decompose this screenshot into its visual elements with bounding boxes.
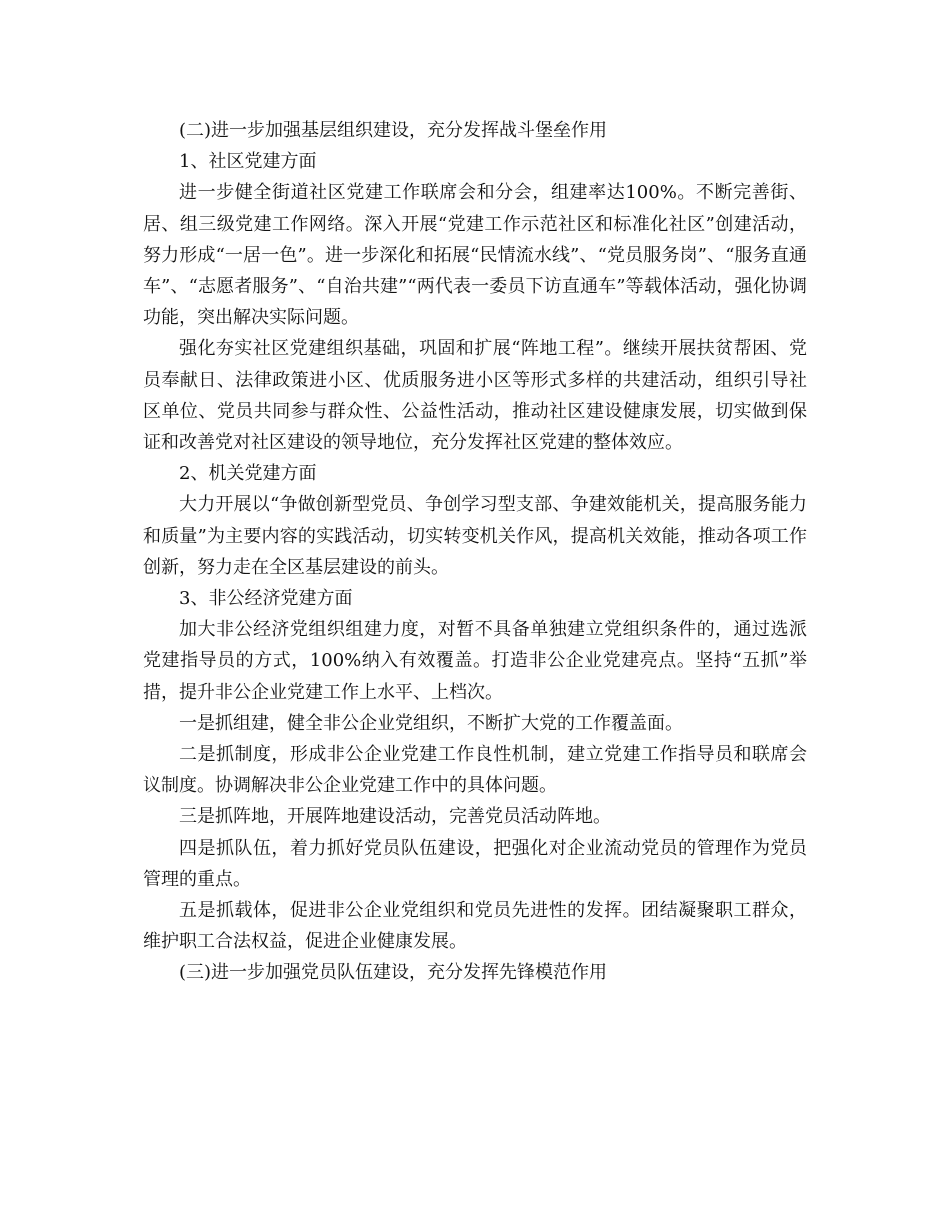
list-item: 四是抓队伍，着力抓好党员队伍建设，把强化对企业流动党员的管理作为党员管理的重点。 bbox=[143, 837, 807, 890]
list-item: 一是抓组建，健全非公企业党组织，不断扩大党的工作覆盖面。 bbox=[179, 712, 683, 734]
paragraph: 进一步健全街道社区党建工作联席会和分会，组建率达100%。不断完善街、居、组三级党建工作网络。深入开展“党建工作示范社区和标准化社区”创建活动，努力形成“一居一色”。进一步深化和拓展“民情流水线”、“党员服务岗”、“服务直通车”、“志愿者服务”、“自治共建”“两代表一委员下访直通车”等载体活动，强化协调功能，突出解决实际问题。 bbox=[143, 182, 807, 329]
paragraph: 加大非公经济党组织组建力度，对暂不具备单独建立党组织条件的，通过选派党建指导员的方式，100%纳入有效覆盖。打造非公企业党建亮点。坚持“五抓”举措，提升非公企业党建工作上水平、上档次。 bbox=[143, 619, 807, 703]
list-item: 二是抓制度，形成非公企业党建工作良性机制，建立党建工作指导员和联席会议制度。协调解决非公企业党建工作中的具体问题。 bbox=[143, 744, 807, 797]
subsection-heading-non-public-economy: 3、非公经济党建方面 bbox=[179, 588, 353, 610]
list-item: 五是抓载体，促进非公企业党组织和党员先进性的发挥。团结凝聚职工群众，维护职工合法权益，促进企业健康发展。 bbox=[143, 900, 807, 953]
section-heading-3: (三)进一步加强党员队伍建设，充分发挥先锋模范作用 bbox=[179, 962, 608, 984]
paragraph: 大力开展以“争做创新型党员、争创学习型支部、争建效能机关，提高服务能力和质量”为主要内容的实践活动，切实转变机关作风，提高机关效能，推动各项工作创新，努力走在全区基层建设的前头。 bbox=[143, 494, 807, 578]
paragraph: 强化夯实社区党建组织基础，巩固和扩展“阵地工程”。继续开展扶贫帮困、党员奉献日、法律政策进小区、优质服务进小区等形式多样的共建活动，组织引导社区单位、党员共同参与群众性、公益性活动，推动社区建设健康发展，切实做到保证和改善党对社区建设的领导地位，充分发挥社区党建的整体效应。 bbox=[143, 338, 807, 454]
section-heading-2: (二)进一步加强基层组织建设，充分发挥战斗堡垒作用 bbox=[179, 120, 608, 141]
list-item: 三是抓阵地，开展阵地建设活动，完善党员活动阵地。 bbox=[179, 806, 611, 828]
subsection-heading-government-organs: 2、机关党建方面 bbox=[179, 463, 317, 485]
subsection-heading-community: 1、社区党建方面 bbox=[179, 151, 317, 173]
document-body bbox=[143, 115, 807, 989]
